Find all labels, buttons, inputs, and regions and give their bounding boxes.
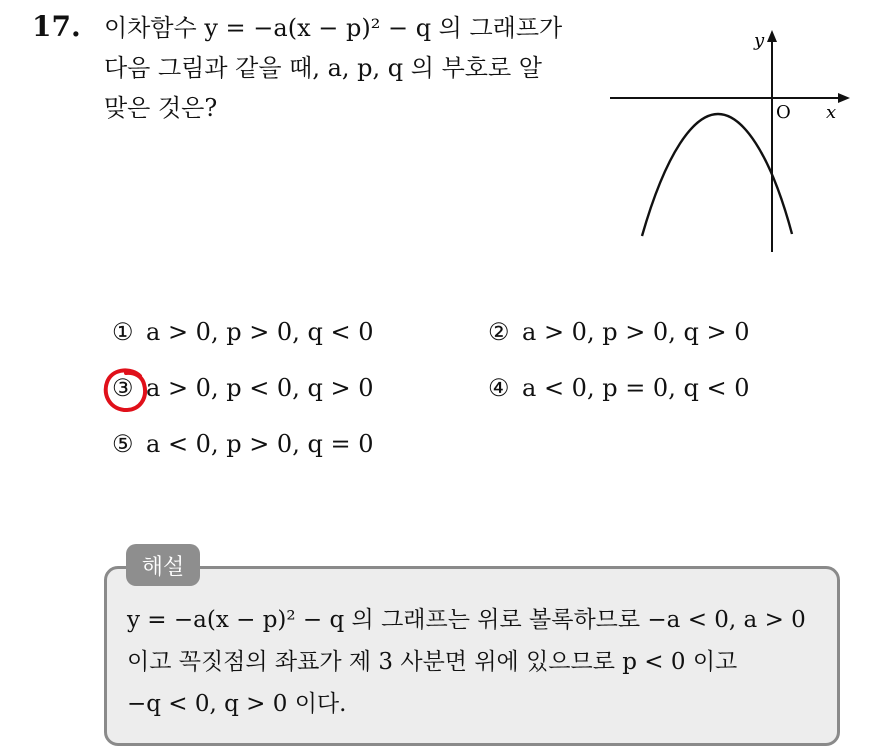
option-text: a > 0, p > 0, q > 0 xyxy=(522,318,750,346)
y-axis-arrow xyxy=(767,30,777,42)
option-number: ① xyxy=(112,318,134,346)
explanation-tab: 해설 xyxy=(126,544,200,586)
option-number: ② xyxy=(488,318,510,346)
explanation-box xyxy=(104,566,840,746)
option-2[interactable] xyxy=(488,318,749,346)
option-5[interactable] xyxy=(112,430,373,458)
explanation-text xyxy=(127,599,827,725)
option-text: a < 0, p > 0, q = 0 xyxy=(146,430,374,458)
option-text: a > 0, p < 0, q > 0 xyxy=(146,374,374,402)
explanation-line: 이고 꼭짓점의 좌표가 제 3 사분면 위에 있으므로 p < 0 이고 xyxy=(127,649,738,675)
option-3[interactable] xyxy=(112,374,373,402)
parabola-graph xyxy=(604,22,854,258)
selected-circle-mark xyxy=(100,364,154,416)
question-line: 다음 그림과 같을 때, a, p, q 의 부호로 알 xyxy=(104,54,542,82)
y-axis-label: y xyxy=(754,30,765,51)
x-axis-label: x xyxy=(826,102,837,123)
explanation-line: −q < 0, q > 0 이다. xyxy=(127,691,347,717)
question-line: 맞은 것은? xyxy=(104,94,218,122)
question-line: 이차함수 y = −a(x − p)² − q 의 그래프가 xyxy=(104,14,563,42)
question-number: 17. xyxy=(32,10,81,43)
option-number: ④ xyxy=(488,374,510,402)
option-number: ⑤ xyxy=(112,430,134,458)
explanation-line: y = −a(x − p)² − q 의 그래프는 위로 볼록하므로 −a < 0, a > 0 xyxy=(127,607,806,633)
option-4[interactable] xyxy=(488,374,749,402)
option-1[interactable] xyxy=(112,318,373,346)
question-text xyxy=(104,8,594,128)
parabola-curve xyxy=(642,114,792,236)
option-text: a < 0, p = 0, q < 0 xyxy=(522,374,750,402)
x-axis-arrow xyxy=(838,93,850,103)
origin-label: O xyxy=(776,102,791,123)
option-number: ③ xyxy=(112,374,134,402)
option-text: a > 0, p > 0, q < 0 xyxy=(146,318,374,346)
